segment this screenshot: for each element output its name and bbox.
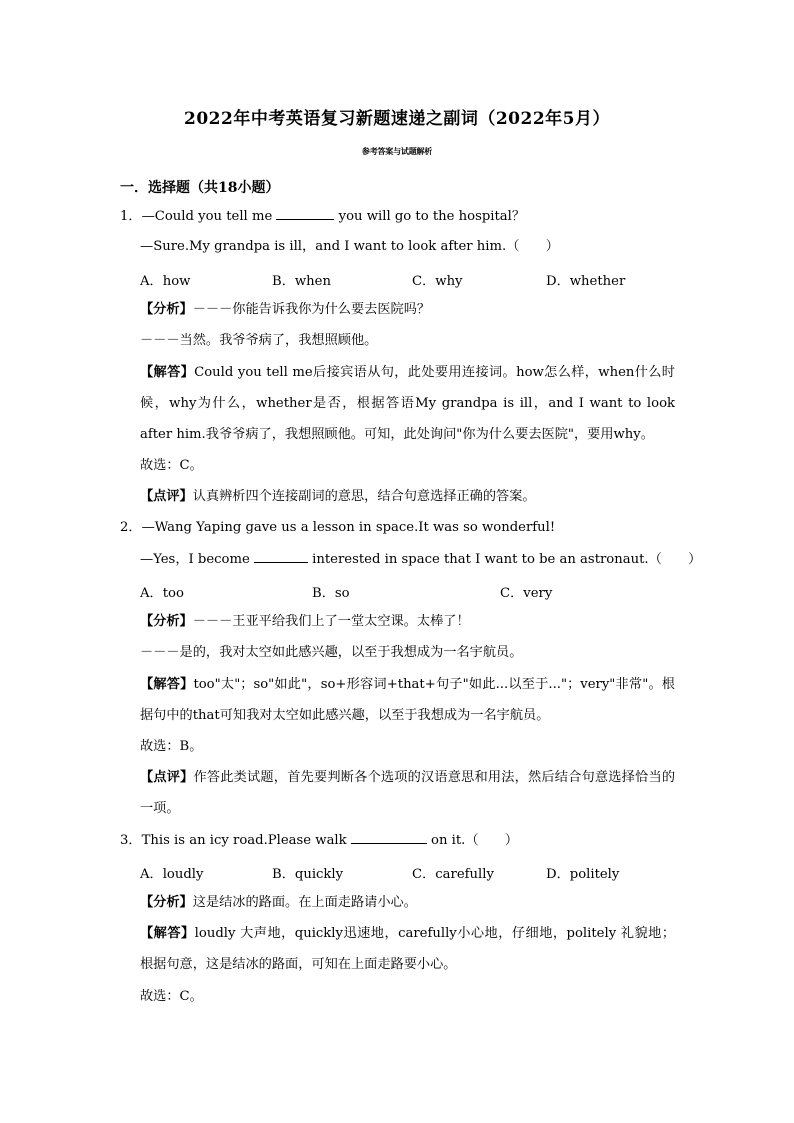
q3-stem-b: on it.（ ） [426, 833, 519, 848]
q2-answer-text: too"太"；so"如此"，so+形容词+that+句子"如此...以至于..."；very"非常"。根据句中的that可知我对太空如此感兴趣，以至于我想成为一名宇航员。 [140, 677, 675, 723]
q1-number: 1． [120, 209, 142, 224]
q3-answer-tag: 【解答】 [140, 926, 195, 941]
q1-stem-2: —Sure.My grandpa is ill，and I want to look after him.（ ） [140, 239, 559, 254]
q1-stem-a: —Could you tell me [141, 209, 277, 224]
q3-option-c: C．carefully [412, 867, 494, 882]
q1-comment-tag: 【点评】 [140, 489, 193, 504]
q3-analysis-tag: 【分析】 [140, 895, 193, 910]
q2-analysis-tag: 【分析】 [140, 614, 193, 629]
q2-answer-tag: 【解答】 [140, 677, 194, 692]
q2-comment-text: 作答此类试题，首先要判断各个选项的汉语意思和用法，然后结合句意选择恰当的一项。 [140, 770, 676, 816]
q3-number: 3． [120, 833, 142, 848]
q1-option-a: A．how [140, 274, 191, 289]
section-heading: 一．选择题（共18小题） [120, 180, 280, 196]
q3-stem [120, 831, 518, 850]
q1-stem-b: you will go to the hospital？ [334, 209, 526, 224]
q3-option-b: B．quickly [272, 867, 344, 882]
q3-choice: 故选：C。 [140, 989, 203, 1004]
q2-comment-tag: 【点评】 [140, 770, 194, 785]
q2-option-c: C．very [500, 586, 553, 601]
q1-comment [140, 488, 536, 506]
q1-answer [140, 357, 675, 450]
q3-analysis [140, 894, 417, 912]
q2-analysis [140, 613, 470, 631]
q3-answer-text: loudly 大声地，quickly迅速地，carefully小心地，仔细地，politely 礼貌地；根据句意，这是结冰的路面，可知在上面走路要小心。 [140, 926, 676, 972]
document-title: 2022年中考英语复习新题速递之副词（2022年5月） [184, 109, 610, 129]
q1-option-c: C．why [412, 274, 463, 289]
q1-analysis-tag: 【分析】 [140, 302, 193, 317]
q1-answer-text: Could you tell me后接宾语从句，此处要用连接词。how怎么样，when什么时候，why为什么，whether是否，根据答语My grandpa is ill，and I want to look after him.我爷爷病了，我想照顾他。可知，此处询问"你为什么要去医院"，要用why。 [140, 365, 675, 442]
q3-stem-a: This is an icy road.Please walk [141, 833, 351, 848]
q2-choice: 故选：B。 [140, 739, 203, 754]
q3-answer [140, 918, 675, 980]
q3-analysis-text: 这是结冰的路面。在上面走路请小心。 [192, 895, 417, 910]
q1-option-d: D．whether [546, 274, 626, 289]
q2-option-b: B．so [312, 586, 350, 601]
q1-analysis [140, 301, 430, 319]
q2-stem-2 [140, 550, 701, 569]
q2-analysis-2: －－－是的，我对太空如此感兴趣，以至于我想成为一名宇航员。 [140, 645, 523, 660]
q1-analysis-2: －－－当然。我爷爷病了，我想照顾他。 [140, 333, 378, 348]
q2-stem [120, 519, 555, 537]
q2-stem-a: —Yes，I become [140, 552, 254, 567]
q3-option-a: A．loudly [140, 867, 204, 882]
q2-option-a: A．too [140, 586, 184, 601]
q2-blank [254, 550, 308, 563]
q2-stem-b: interested in space that I want to be an astronaut.（ ） [307, 552, 702, 567]
q2-stem-1: —Wang Yaping gave us a lesson in space.It was so wonderful! [141, 520, 556, 535]
q2-comment [140, 762, 675, 824]
q1-analysis-1: －－－你能告诉我你为什么要去医院吗？ [192, 302, 431, 317]
q1-choice: 故选：C。 [140, 458, 203, 473]
document-subtitle: 参考答案与试题解析 [361, 146, 433, 156]
q2-analysis-1: －－－王亚平给我们上了一堂太空课。太棒了！ [192, 614, 470, 629]
q1-blank [276, 207, 334, 220]
q1-stem [120, 207, 525, 226]
q3-blank [351, 831, 427, 844]
q2-answer [140, 669, 675, 731]
q1-answer-tag: 【解答】 [140, 365, 195, 380]
q1-comment-text: 认真辨析四个连接副词的意思，结合句意选择正确的答案。 [192, 489, 536, 504]
q3-option-d: D．politely [546, 867, 620, 882]
q2-number: 2． [120, 520, 142, 535]
q1-option-b: B．when [272, 274, 331, 289]
